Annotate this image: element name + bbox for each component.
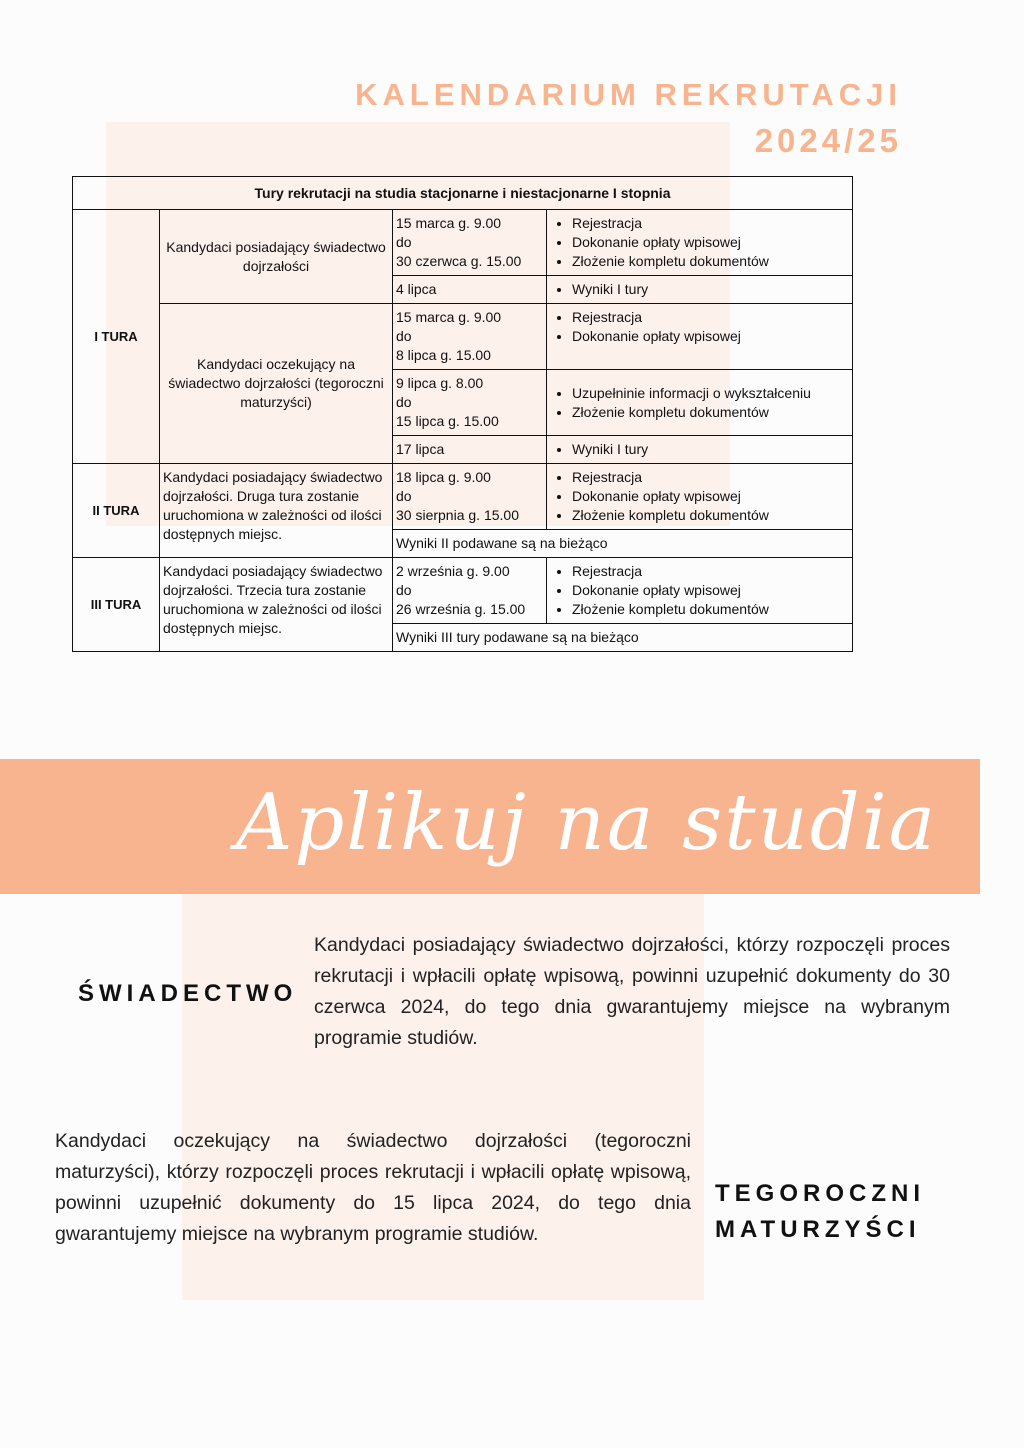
date-cell bbox=[393, 558, 547, 624]
section-2-heading-line-2: MATURZYŚCI bbox=[715, 1216, 921, 1243]
date-to: 30 czerwca g. 15.00 bbox=[396, 253, 522, 269]
actions-cell bbox=[547, 464, 853, 530]
date-cell: 17 lipca bbox=[393, 436, 547, 464]
date-cell: 4 lipca bbox=[393, 276, 547, 304]
recruitment-table bbox=[72, 176, 853, 652]
tura-1-candidates-a: Kandydaci posiadający świadectwo dojrzałości bbox=[160, 210, 393, 304]
date-cell bbox=[393, 464, 547, 530]
apply-script-text: Aplikuj na studia bbox=[236, 778, 938, 868]
action-item: • Dokonanie opłaty wpisowej bbox=[572, 233, 849, 252]
date-to: 8 lipca g. 15.00 bbox=[396, 347, 491, 363]
title-line-1: KALENDARIUM REKRUTACJI bbox=[355, 77, 902, 112]
actions-cell bbox=[547, 210, 853, 276]
tura-1-label: I TURA bbox=[73, 210, 160, 464]
action-item: • Złożenie kompletu dokumentów bbox=[572, 252, 849, 271]
date-from: 2 września g. 9.00 bbox=[396, 563, 510, 579]
date-from: 15 marca g. 9.00 bbox=[396, 309, 502, 325]
table-row bbox=[73, 210, 853, 276]
section-1-heading: ŚWIADECTWO bbox=[78, 980, 298, 1007]
action-item: • Rejestracja bbox=[572, 214, 849, 233]
date-do: do bbox=[396, 328, 412, 344]
date-from: 15 marca g. 9.00 bbox=[396, 215, 502, 231]
table-caption: Tury rekrutacji na studia stacjonarne i niestacjonarne I stopnia bbox=[73, 177, 853, 210]
date-cell bbox=[393, 210, 547, 276]
actions-cell bbox=[547, 276, 853, 304]
actions-cell bbox=[547, 558, 853, 624]
page-title bbox=[355, 72, 902, 164]
date-do: do bbox=[396, 488, 412, 504]
date-from: 18 lipca g. 9.00 bbox=[396, 469, 491, 485]
tura-2-label: II TURA bbox=[73, 464, 160, 558]
action-item: • Złożenie kompletu dokumentów bbox=[572, 600, 849, 619]
date-to: 30 sierpnia g. 15.00 bbox=[396, 507, 519, 523]
action-item: • Rejestracja bbox=[572, 468, 849, 487]
actions-cell bbox=[547, 370, 853, 436]
date-do: do bbox=[396, 394, 412, 410]
date-from: 9 lipca g. 8.00 bbox=[396, 375, 484, 391]
date-to: 26 września g. 15.00 bbox=[396, 601, 526, 617]
date-do: do bbox=[396, 582, 412, 598]
date-cell bbox=[393, 304, 547, 370]
date-cell bbox=[393, 370, 547, 436]
tura-3-candidates: Kandydaci posiadający świadectwo dojrzałości. Trzecia tura zostanie uruchomiona w zależności od ilości dostępnych miejsc. bbox=[160, 558, 393, 652]
results-cell: Wyniki III tury podawane są na bieżąco bbox=[393, 624, 853, 652]
action-item: • Dokonanie opłaty wpisowej bbox=[572, 327, 849, 346]
date-to: 15 lipca g. 15.00 bbox=[396, 413, 499, 429]
table-row bbox=[73, 464, 853, 530]
results-cell: Wyniki II podawane są na bieżąco bbox=[393, 530, 853, 558]
section-2-heading bbox=[715, 1176, 925, 1248]
date-do: do bbox=[396, 234, 412, 250]
action-item: • Złożenie kompletu dokumentów bbox=[572, 506, 849, 525]
section-1-text: Kandydaci posiadający świadectwo dojrzałości, którzy rozpoczęli proces rekrutacji i wpłacili opłatę wpisową, powinni uzupełnić dokumenty do 30 czerwca 2024, do tego dnia gwarantujemy miejsce na wybranym programie studiów. bbox=[314, 934, 950, 1049]
action-item: • Dokonanie opłaty wpisowej bbox=[572, 487, 849, 506]
table-row bbox=[73, 558, 853, 624]
tura-2-candidates: Kandydaci posiadający świadectwo dojrzałości. Druga tura zostanie uruchomiona w zależności od ilości dostępnych miejsc. bbox=[160, 464, 393, 558]
actions-cell bbox=[547, 436, 853, 464]
actions-cell bbox=[547, 304, 853, 370]
tura-1-candidates-b: Kandydaci oczekujący na świadectwo dojrzałości (tegoroczni maturzyści) bbox=[160, 304, 393, 464]
section-2-heading-line-1: TEGOROCZNI bbox=[715, 1180, 925, 1207]
tura-3-label: III TURA bbox=[73, 558, 160, 652]
section-2-text: Kandydaci oczekujący na świadectwo dojrzałości (tegoroczni maturzyści), którzy rozpoczęli proces rekrutacji i wpłacili opłatę wpisową, powinni uzupełnić dokumenty do 15 lipca 2024, do tego dnia gwarantujemy miejsce na wybranym programie studiów. bbox=[55, 1130, 691, 1245]
table-row bbox=[73, 304, 853, 370]
action-item: • Dokonanie opłaty wpisowej bbox=[572, 581, 849, 600]
action-item: • Wyniki I tury bbox=[572, 440, 849, 459]
action-item: • Rejestracja bbox=[572, 308, 849, 327]
action-item: • Rejestracja bbox=[572, 562, 849, 581]
action-item: • Złożenie kompletu dokumentów bbox=[572, 403, 849, 422]
title-line-2: 2024/25 bbox=[754, 122, 902, 159]
action-item: • Uzupełninie informacji o wykształceniu bbox=[572, 384, 849, 403]
action-item: • Wyniki I tury bbox=[572, 280, 849, 299]
